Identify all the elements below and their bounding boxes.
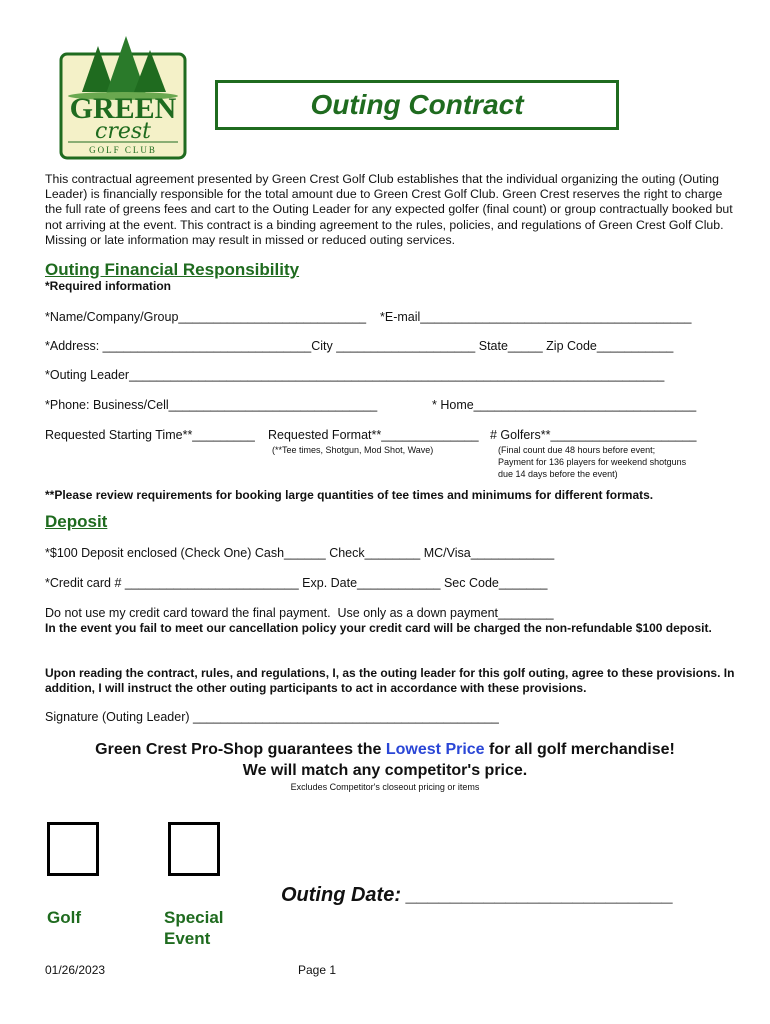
logo-name-top: GREEN — [69, 92, 177, 125]
address-field-label[interactable]: *Address: ______________________________City ____________________ State_____ Zip Code___________ — [45, 339, 674, 353]
outing-date-field-label[interactable]: Outing Date: ________________________ — [281, 884, 674, 906]
format-field-label[interactable]: Requested Format**______________ — [268, 428, 479, 442]
financial-heading: Outing Financial Responsibility — [45, 260, 300, 279]
credit-card-line[interactable]: *Credit card # _________________________ Exp. Date____________ Sec Code_______ — [45, 576, 548, 590]
golf-label: Golf — [47, 908, 81, 927]
review-note: **Please review requirements for booking large quantities of tee times and minimums for different formats. — [45, 488, 654, 502]
page-title: Outing Contract — [310, 89, 524, 120]
intro-paragraph: This contractual agreement presented by Green Crest Golf Club establishes that the individual organizing the outing (Outing Leader) is financially responsible for the total amount due to Green Crest Golf Club. Green Crest reserves the right to charge the full rate of greens fees and cart to the Outing Leader for any expected golfer (final count) or group contractually booked but not arriving at the event. This contract is a binding agreement to the rules, policies, and regulations of Green Crest Golf Club. Missing or late information may result in missed or reduced outing services. — [45, 172, 733, 247]
logo-name-sub: GOLF CLUB — [89, 145, 157, 155]
no-use-line[interactable]: Do not use my credit card toward the final payment. Use only as a down payment________ — [45, 606, 554, 620]
page-number: Page 1 — [298, 963, 337, 977]
title-box — [215, 80, 619, 130]
golfers-note: (Final count due 48 hours before event; Payment for 136 players for weekend shotguns due 14 days before the event) — [498, 445, 687, 479]
logo-name-script: crest — [95, 119, 151, 144]
email-field-label[interactable]: *E-mail_______________________________________ — [380, 310, 692, 324]
home-phone-field-label[interactable]: * Home________________________________ — [432, 398, 697, 412]
phone-field-label[interactable]: *Phone: Business/Cell______________________________ — [45, 398, 378, 412]
deposit-heading: Deposit — [45, 512, 108, 531]
cancellation-policy: In the event you fail to meet our cancellation policy your credit card will be charged the non-refundable $100 deposit. — [45, 621, 712, 635]
lowest-price-highlight: Lowest Price — [385, 741, 485, 758]
footer-date: 01/26/2023 — [45, 963, 106, 977]
special-event-checkbox[interactable] — [168, 822, 220, 876]
format-note: (**Tee times, Shotgun, Mod Shot, Wave) — [272, 445, 434, 455]
required-note: *Required information — [45, 279, 172, 293]
special-label: Special — [164, 908, 224, 927]
event-label: Event — [164, 929, 211, 948]
agreement-text: Upon reading the contract, rules, and regulations, I, as the outing leader for this golf outing, agree to these provisions. In addition, I will instruct the other outing participants to act in accordance with these provisions. — [45, 666, 735, 695]
golf-checkbox[interactable] — [47, 822, 99, 876]
promo-note: Excludes Competitor's closeout pricing or items — [290, 782, 480, 792]
promo-line-2: We will match any competitor's price. — [242, 762, 528, 779]
outing-leader-field-label[interactable]: *Outing Leader_____________________________________________________________________________ — [45, 368, 665, 382]
promo-line-1: Green Crest Pro-Shop guarantees the Lowest Price for all golf merchandise! — [95, 741, 675, 758]
deposit-line[interactable]: *$100 Deposit enclosed (Check One) Cash______ Check________ MC/Visa____________ — [45, 546, 555, 560]
green-crest-logo — [58, 34, 188, 160]
signature-field-label[interactable]: Signature (Outing Leader) ____________________________________________ — [45, 710, 499, 724]
name-field-label[interactable]: *Name/Company/Group___________________________ — [45, 310, 367, 324]
golfers-field-label[interactable]: # Golfers**_____________________ — [490, 428, 697, 442]
start-time-field-label[interactable]: Requested Starting Time**_________ — [45, 428, 255, 442]
